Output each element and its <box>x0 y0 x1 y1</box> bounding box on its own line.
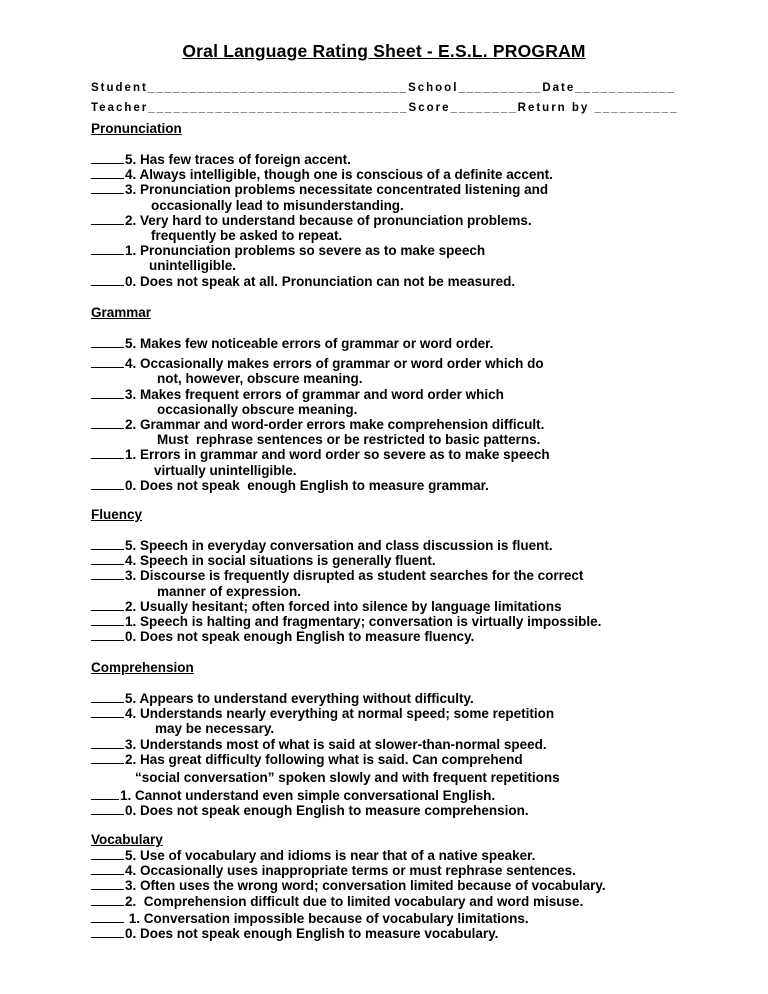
item-continuation: “social conversation” spoken slowly and with frequent repetitions <box>135 770 560 786</box>
item-continuation: unintelligible. <box>149 258 236 274</box>
rating-item[interactable] <box>91 213 751 243</box>
rating-item[interactable] <box>91 863 751 878</box>
item-text: 2. Comprehension difficult due to limited vocabulary and word misuse. <box>125 893 584 909</box>
rating-blank[interactable] <box>91 706 124 718</box>
rating-item[interactable] <box>91 568 751 598</box>
rating-item[interactable] <box>91 911 751 926</box>
rating-blank[interactable] <box>91 182 124 194</box>
item-text: 2. Usually hesitant; often forced into silence by language limitations <box>125 598 562 614</box>
rating-item[interactable] <box>91 737 751 752</box>
teacher-score-return-line[interactable]: Teacher_______________________________Score________Return by __________ <box>91 102 679 114</box>
student-school-date-line[interactable]: Student_______________________________School__________Date____________ <box>91 82 677 94</box>
item-text: 1. Cannot understand even simple conversational English. <box>120 788 496 804</box>
section-fluency <box>91 507 751 644</box>
section-vocabulary <box>91 832 751 941</box>
rating-blank[interactable] <box>91 863 124 875</box>
item-text: 0. Does not speak enough English to measure grammar. <box>125 477 489 493</box>
rating-item[interactable] <box>91 538 751 553</box>
rating-item[interactable] <box>91 447 751 477</box>
rating-blank[interactable] <box>91 478 124 490</box>
section-grammar <box>91 305 751 493</box>
rating-item[interactable] <box>91 752 751 785</box>
rating-blank[interactable] <box>91 538 124 550</box>
section-heading: Comprehension <box>91 660 194 675</box>
section-pronunciation <box>91 121 751 289</box>
item-text: 5. Use of vocabulary and idioms is near that of a native speaker. <box>125 848 536 863</box>
item-text: 1. Conversation impossible because of vocabulary limitations. <box>128 910 529 926</box>
rating-blank[interactable] <box>91 599 124 611</box>
item-continuation: manner of expression. <box>157 583 302 599</box>
rating-blank[interactable] <box>91 356 124 368</box>
item-text: 5. Makes few noticeable errors of grammar or word order. <box>125 336 494 351</box>
item-continuation: not, however, obscure meaning. <box>157 371 363 387</box>
item-text: 1. Speech is halting and fragmentary; conversation is virtually impossible. <box>125 614 602 630</box>
rating-blank[interactable] <box>91 167 124 179</box>
item-text: 4. Always intelligible, though one is conscious of a definite accent. <box>125 167 553 183</box>
rating-blank[interactable] <box>91 274 124 286</box>
rating-blank[interactable] <box>91 614 124 626</box>
item-continuation: frequently be asked to repeat. <box>151 228 343 244</box>
rating-item[interactable] <box>91 356 751 386</box>
item-text: 0. Does not speak enough English to measure vocabulary. <box>125 926 499 942</box>
item-continuation: virtually unintelligible. <box>154 462 297 478</box>
item-continuation: occasionally obscure meaning. <box>157 401 358 417</box>
item-text: 3. Often uses the wrong word; conversation limited because of vocabulary. <box>125 878 606 894</box>
item-continuation: occasionally lead to misunderstanding. <box>151 197 404 213</box>
item-text: 3. Pronunciation problems necessitate concentrated listening and <box>125 182 549 198</box>
rating-item[interactable] <box>91 336 751 351</box>
rating-item[interactable] <box>91 848 751 863</box>
rating-item[interactable] <box>91 599 751 614</box>
rating-item[interactable] <box>91 387 751 417</box>
item-text: 4. Occasionally uses inappropriate terms or must rephrase sentences. <box>125 863 576 879</box>
rating-blank[interactable] <box>91 911 124 923</box>
rating-item[interactable] <box>91 878 751 893</box>
item-continuation: Must rephrase sentences or be restricted to basic patterns. <box>157 432 541 448</box>
item-text: 5. Has few traces of foreign accent. <box>125 152 351 167</box>
rating-item[interactable] <box>91 926 751 941</box>
page-title: Oral Language Rating Sheet - E.S.L. PROGRAM <box>182 41 586 61</box>
rating-item[interactable] <box>91 417 751 447</box>
rating-blank[interactable] <box>91 447 124 459</box>
rating-blank[interactable] <box>91 803 124 815</box>
item-text: 4. Speech in social situations is generally fluent. <box>125 553 436 569</box>
item-continuation: may be necessary. <box>155 721 275 737</box>
rating-item[interactable] <box>91 788 751 803</box>
rating-blank[interactable] <box>91 243 124 255</box>
rating-item[interactable] <box>91 894 751 909</box>
rating-blank[interactable] <box>91 848 124 860</box>
section-heading: Pronunciation <box>91 121 182 136</box>
section-heading: Fluency <box>91 507 143 522</box>
item-text: 4. Understands nearly everything at normal speed; some repetition <box>125 706 555 722</box>
item-text: 1. Errors in grammar and word order so severe as to make speech <box>125 447 550 463</box>
rating-blank[interactable] <box>91 387 124 399</box>
item-text: 5. Appears to understand everything without difficulty. <box>125 691 474 706</box>
rating-blank[interactable] <box>91 737 124 749</box>
rating-item[interactable] <box>91 614 751 629</box>
rating-blank[interactable] <box>91 878 124 890</box>
rating-item[interactable] <box>91 553 751 568</box>
rating-blank[interactable] <box>91 894 124 906</box>
rating-item[interactable] <box>91 629 751 644</box>
rating-blank[interactable] <box>91 691 124 703</box>
rating-blank[interactable] <box>91 629 124 641</box>
item-text: 3. Understands most of what is said at slower-than-normal speed. <box>125 736 547 752</box>
rating-item[interactable] <box>91 167 751 182</box>
item-text: 0. Does not speak at all. Pronunciation can not be measured. <box>125 273 516 289</box>
section-heading: Grammar <box>91 305 152 320</box>
rating-item[interactable] <box>91 274 751 289</box>
item-text: 2. Grammar and word-order errors make comprehension difficult. <box>125 417 545 433</box>
section-comprehension <box>91 660 751 819</box>
rating-blank[interactable] <box>91 336 124 348</box>
rating-item[interactable] <box>91 152 751 167</box>
rating-blank[interactable] <box>91 788 119 800</box>
rating-item[interactable] <box>91 478 751 493</box>
rating-blank[interactable] <box>91 417 124 429</box>
item-text: 1. Pronunciation problems so severe as to make speech <box>125 243 486 259</box>
item-text: 4. Occasionally makes errors of grammar or word order which do <box>125 356 544 372</box>
item-text: 3. Discourse is frequently disrupted as student searches for the correct <box>125 568 584 584</box>
item-text: 2. Very hard to understand because of pronunciation problems. <box>125 212 532 228</box>
rating-blank[interactable] <box>91 568 124 580</box>
rating-item[interactable] <box>91 182 751 212</box>
item-text: 5. Speech in everyday conversation and class discussion is fluent. <box>125 538 553 553</box>
rating-blank[interactable] <box>91 553 124 565</box>
section-heading: Vocabulary <box>91 832 163 847</box>
rating-item[interactable] <box>91 691 751 706</box>
rating-item[interactable] <box>91 706 751 736</box>
item-text: 0. Does not speak enough English to measure comprehension. <box>125 803 529 819</box>
rating-blank[interactable] <box>91 213 124 225</box>
rating-blank[interactable] <box>91 752 124 764</box>
item-text: 3. Makes frequent errors of grammar and word order which <box>125 386 504 402</box>
rating-blank[interactable] <box>91 152 124 164</box>
rating-item[interactable] <box>91 243 751 273</box>
rating-item[interactable] <box>91 803 751 818</box>
item-text: 0. Does not speak enough English to measure fluency. <box>125 629 475 645</box>
item-text: 2. Has great difficulty following what is said. Can comprehend <box>125 751 523 767</box>
rating-blank[interactable] <box>91 926 124 938</box>
